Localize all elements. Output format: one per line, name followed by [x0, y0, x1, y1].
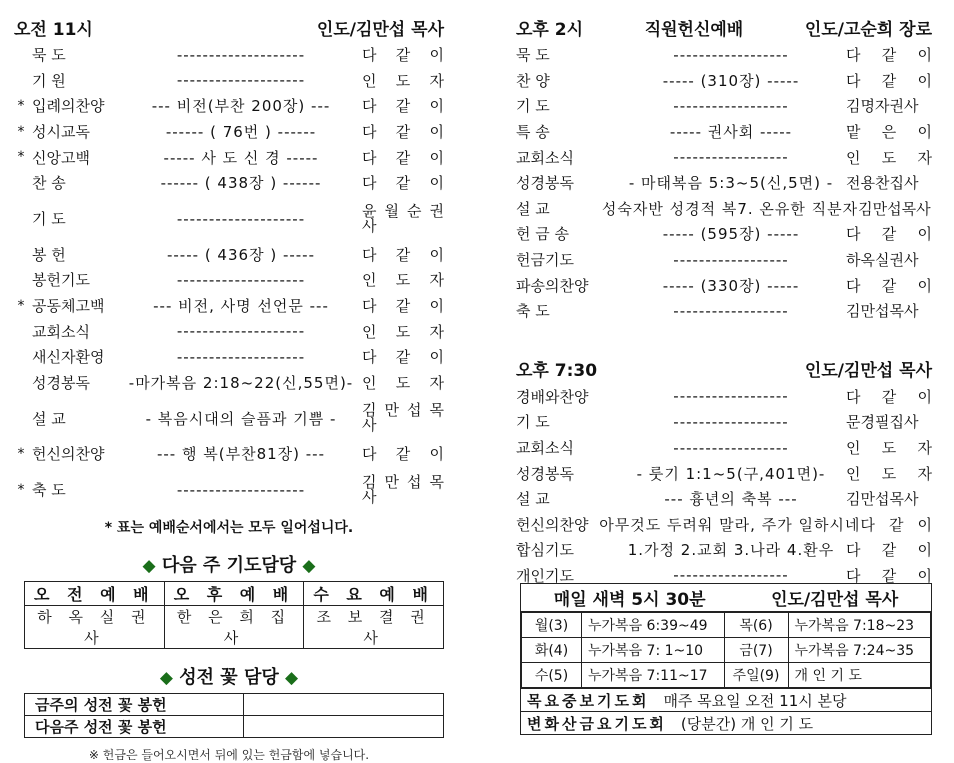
- order-item: [14, 242, 444, 268]
- dawn-text: 누가복음 7: 1~10: [582, 638, 725, 663]
- order-item: [516, 247, 932, 273]
- order-detail: --------------------: [176, 347, 306, 366]
- order-item: [14, 467, 444, 513]
- order-detail: ------------------: [673, 148, 789, 167]
- order-detail: 성숙자반 성경적 복7. 온유한 직분자: [601, 199, 859, 218]
- order-person: 다 같 이: [846, 566, 932, 585]
- order-label: 개인기도: [516, 566, 574, 585]
- afternoon-order-list: [516, 42, 932, 324]
- order-person: 다 같 이: [362, 297, 444, 316]
- order-item: [516, 170, 932, 196]
- order-label: 찬 양: [516, 71, 550, 90]
- standing-mark: *: [17, 445, 25, 462]
- afternoon-title: 오후 2시: [516, 19, 584, 40]
- order-detail: ------ ( 76번 ) ------: [165, 123, 317, 142]
- order-detail: --------------------: [176, 322, 306, 341]
- prayer-duty-title: [14, 551, 444, 577]
- dawn-text: 누가복음 6:39~49: [582, 613, 725, 638]
- order-person: 다 같 이: [846, 46, 932, 65]
- evening-leader: 인도/김만섭 목사: [804, 361, 932, 382]
- order-label: 헌금기도: [516, 251, 574, 270]
- order-item: [14, 293, 444, 319]
- order-label: 헌 금 송: [516, 225, 570, 244]
- order-person: 다 같 이: [846, 387, 932, 406]
- order-item: [516, 537, 932, 563]
- order-person: 다 같 이: [860, 515, 932, 534]
- order-detail: 아무것도 두려워 말라, 주가 일하시네: [599, 515, 861, 534]
- order-item: [14, 42, 444, 68]
- order-person: 다 같 이: [362, 245, 444, 264]
- dawn-row: [522, 613, 931, 638]
- order-label: 파송의찬양: [516, 276, 589, 295]
- dawn-day: 금(7): [724, 638, 788, 663]
- order-item: [516, 460, 932, 486]
- offering-footnote: ※ 헌금은 들어오시면서 뒤에 있는 헌금함에 넣습니다.: [88, 747, 370, 762]
- standing-mark: *: [17, 481, 25, 498]
- order-label: 봉헌기도: [32, 271, 90, 290]
- order-detail: --------------------: [176, 480, 306, 499]
- order-detail: ----- 사 도 신 경 -----: [163, 148, 319, 167]
- order-label: 묵 도: [32, 46, 66, 65]
- order-label: 기 도: [516, 413, 550, 432]
- order-item: [516, 435, 932, 461]
- order-label: 묵 도: [516, 46, 550, 65]
- diamond-icon: ◆: [159, 667, 173, 688]
- order-item: [516, 144, 932, 170]
- dawn-text: 누가복음 7:24~35: [788, 638, 931, 663]
- order-detail: --- 흉년의 축복 ---: [664, 490, 798, 509]
- standing-note: * 표는 예배순서에서는 모두 일어섭니다.: [104, 519, 354, 536]
- order-label: 새신자환영: [32, 348, 105, 367]
- flower-this-week-name: [244, 693, 444, 715]
- friday-prayer-label: 변화산금요기도회: [527, 714, 667, 733]
- order-person: 김만섭목사: [858, 199, 931, 218]
- dawn-text: 누가복음 7:11~17: [582, 663, 725, 688]
- order-detail: --------------------: [176, 45, 306, 64]
- flower-next-week: 다음주 성전 꽃 봉헌: [25, 715, 244, 737]
- flower-next-week-name: [244, 715, 444, 737]
- order-item: [14, 196, 444, 242]
- order-detail: - 복음시대의 슬픔과 기쁨 -: [145, 409, 337, 428]
- order-detail: --- 비전(부찬 200장) ---: [151, 97, 331, 116]
- evening-order-list: [516, 384, 932, 589]
- order-item: [516, 196, 932, 222]
- diamond-icon: ◆: [285, 667, 299, 688]
- friday-prayer-row: [521, 711, 931, 734]
- standing-mark: *: [17, 297, 25, 314]
- dawn-day: 목(6): [724, 613, 788, 638]
- order-person: 다 같 이: [362, 174, 444, 193]
- order-person: 인 도 자: [846, 148, 932, 167]
- order-label: 헌신의찬양: [516, 515, 589, 534]
- order-detail: --- 비전, 사명 선언문 ---: [153, 297, 329, 316]
- order-item: [14, 144, 444, 170]
- order-detail: ------------------: [673, 96, 789, 115]
- order-label: 경배와찬양: [516, 387, 589, 406]
- order-item: [14, 119, 444, 145]
- order-person: 다 같 이: [362, 46, 444, 65]
- thursday-prayer-info: 매주 목요일 오전 11시 본당: [663, 691, 847, 710]
- order-label: 교회소식: [516, 439, 574, 458]
- standing-mark: *: [17, 149, 25, 166]
- order-label: 성경봉독: [516, 174, 574, 193]
- prayer-duty-table: [24, 581, 444, 649]
- diamond-icon: ◆: [302, 555, 316, 576]
- morning-title: 오전 11시: [14, 19, 93, 40]
- order-item: [14, 370, 444, 396]
- dawn-row: [522, 663, 931, 688]
- order-label: 봉 헌: [32, 245, 66, 264]
- prayer-duty-label: 다음 주 기도담당: [161, 554, 297, 576]
- dawn-leader: 인도/김만섭 목사: [771, 590, 899, 610]
- order-detail: -마가복음 2:18~22(신,55면)-: [128, 373, 354, 392]
- morning-order-list: [14, 42, 444, 513]
- dawn-text: 개 인 기 도: [788, 663, 931, 688]
- thursday-prayer-row: [521, 688, 931, 711]
- order-detail: --------------------: [176, 71, 306, 90]
- order-detail: ----- (330장) -----: [662, 276, 800, 295]
- prayer-name-afternoon: 한 은 희 집 사: [164, 605, 304, 648]
- thursday-prayer-label: 목요중보기도회: [527, 691, 650, 710]
- order-label: 설 교: [32, 409, 66, 428]
- order-label: 성경봉독: [32, 373, 90, 392]
- order-person: 인 도 자: [362, 71, 444, 90]
- order-detail: ----- (595장) -----: [662, 225, 800, 244]
- order-detail: ------------------: [673, 412, 789, 431]
- order-person: 다 같 이: [362, 348, 444, 367]
- flower-duty-label: 성전 꽃 담당: [179, 666, 279, 688]
- dawn-day: 화(4): [522, 638, 582, 663]
- order-person: 인 도 자: [846, 439, 932, 458]
- order-person: 김 만 섭 목 사: [362, 401, 444, 435]
- order-person: 인 도 자: [846, 464, 932, 483]
- order-label: 설 교: [516, 490, 550, 509]
- flower-duty-table: [24, 693, 444, 738]
- order-person: 인 도 자: [362, 271, 444, 290]
- order-item: [516, 93, 932, 119]
- order-label: 설 교: [516, 199, 550, 218]
- order-label: 축 도: [516, 302, 550, 321]
- order-item: [14, 68, 444, 94]
- order-detail: ------------------: [673, 438, 789, 457]
- order-item: [516, 68, 932, 94]
- order-item: [516, 42, 932, 68]
- dawn-row: [522, 638, 931, 663]
- order-item: [14, 318, 444, 344]
- order-item: [516, 272, 932, 298]
- order-label: 공동체고백: [32, 297, 105, 316]
- dawn-text: 누가복음 7:18~23: [788, 613, 931, 638]
- order-item: [516, 221, 932, 247]
- afternoon-leader: 인도/고순희 장로: [804, 19, 932, 40]
- afternoon-service: [516, 12, 932, 588]
- order-detail: ------ ( 438장 ) ------: [160, 174, 322, 193]
- prayer-header-morning: 오 전 예 배: [25, 581, 165, 605]
- order-person: 김 만 섭 목 사: [362, 472, 444, 506]
- order-item: [14, 93, 444, 119]
- order-label: 성경봉독: [516, 464, 574, 483]
- order-label: 성시교독: [32, 123, 90, 142]
- order-person: 다 같 이: [846, 225, 932, 244]
- order-label: 축 도: [32, 481, 66, 500]
- order-detail: ------------------: [673, 250, 789, 269]
- order-person: 다 같 이: [362, 97, 444, 116]
- dawn-day: 월(3): [522, 613, 582, 638]
- order-item: [516, 409, 932, 435]
- friday-prayer-info: (당분간) 개 인 기 도: [680, 714, 814, 733]
- order-detail: ------------------: [673, 45, 789, 64]
- order-item: [516, 512, 932, 538]
- afternoon-subtitle: 직원헌신예배: [644, 19, 744, 40]
- dawn-header: [521, 584, 931, 612]
- order-person: 김만섭목사: [846, 302, 919, 321]
- order-label: 기 도: [516, 97, 550, 116]
- dawn-schedule-table: [521, 612, 931, 688]
- order-person: 김만섭목사: [846, 490, 919, 509]
- morning-header: [14, 12, 444, 42]
- order-detail: - 마태복음 5:3~5(신,5면) -: [628, 174, 834, 193]
- order-detail: 1.가정 2.교회 3.나라 4.환우: [627, 541, 835, 560]
- dawn-prayer-box: [520, 583, 932, 735]
- order-label: 기 원: [32, 71, 66, 90]
- standing-mark: *: [17, 97, 25, 114]
- order-detail: ------------------: [673, 566, 789, 585]
- order-item: [516, 384, 932, 410]
- prayer-header-wednesday: 수 요 예 배: [304, 581, 444, 605]
- order-item: [14, 267, 444, 293]
- order-detail: ----- (310장) -----: [662, 71, 800, 90]
- order-person: 김명자권사: [846, 97, 919, 116]
- flower-this-week: 금주의 성전 꽃 봉헌: [25, 693, 244, 715]
- order-person: 문경필집사: [846, 413, 919, 432]
- order-label: 기 도: [32, 210, 66, 229]
- order-person: 다 같 이: [846, 541, 932, 560]
- order-person: 인 도 자: [362, 373, 444, 392]
- order-label: 교회소식: [32, 322, 90, 341]
- order-item: [14, 395, 444, 441]
- order-detail: --- 행 복(부찬81장) ---: [156, 445, 326, 464]
- order-person: 인 도 자: [362, 322, 444, 341]
- order-person: 전용찬집사: [846, 174, 919, 193]
- order-label: 교회소식: [516, 148, 574, 167]
- order-person: 다 같 이: [362, 123, 444, 142]
- order-detail: - 룻기 1:1~5(구,401면)-: [636, 464, 826, 483]
- dawn-day: 수(5): [522, 663, 582, 688]
- order-label: 합심기도: [516, 541, 574, 560]
- prayer-header-afternoon: 오 후 예 배: [164, 581, 304, 605]
- order-detail: ----- 권사회 -----: [669, 123, 793, 142]
- order-person: 다 같 이: [846, 276, 932, 295]
- order-detail: --------------------: [176, 209, 306, 228]
- order-item: [14, 344, 444, 370]
- order-person: 다 같 이: [362, 148, 444, 167]
- order-item: [516, 119, 932, 145]
- afternoon-header: [516, 12, 932, 42]
- morning-service: [14, 12, 444, 763]
- order-label: 입례의찬양: [32, 97, 105, 116]
- order-label: 헌신의찬양: [32, 445, 105, 464]
- order-detail: --------------------: [176, 270, 306, 289]
- order-detail: ------------------: [673, 387, 789, 406]
- flower-duty-title: [14, 663, 444, 689]
- diamond-icon: ◆: [142, 555, 156, 576]
- order-item: [14, 170, 444, 196]
- order-item: [516, 298, 932, 324]
- order-detail: ------------------: [673, 301, 789, 320]
- order-person: 다 같 이: [846, 71, 932, 90]
- order-person: 하옥실권사: [846, 251, 919, 270]
- evening-header: [516, 354, 932, 384]
- prayer-name-morning: 하 옥 실 권 사: [25, 605, 165, 648]
- dawn-title: 매일 새벽 5시 30분: [553, 590, 706, 610]
- morning-leader: 인도/김만섭 목사: [316, 19, 444, 40]
- order-item: [14, 441, 444, 467]
- evening-title: 오후 7:30: [516, 361, 598, 382]
- order-label: 특 송: [516, 123, 550, 142]
- prayer-name-wednesday: 조 보 결 권 사: [304, 605, 444, 648]
- order-label: 찬 송: [32, 174, 66, 193]
- order-item: [516, 486, 932, 512]
- dawn-day: 주일(9): [724, 663, 788, 688]
- order-person: 윤 월 순 권 사: [362, 201, 444, 235]
- order-person: 다 같 이: [362, 445, 444, 464]
- standing-mark: *: [17, 123, 25, 140]
- order-person: 맡 은 이: [846, 123, 932, 142]
- order-detail: ----- ( 436장 ) -----: [166, 245, 316, 264]
- order-label: 신앙고백: [32, 148, 90, 167]
